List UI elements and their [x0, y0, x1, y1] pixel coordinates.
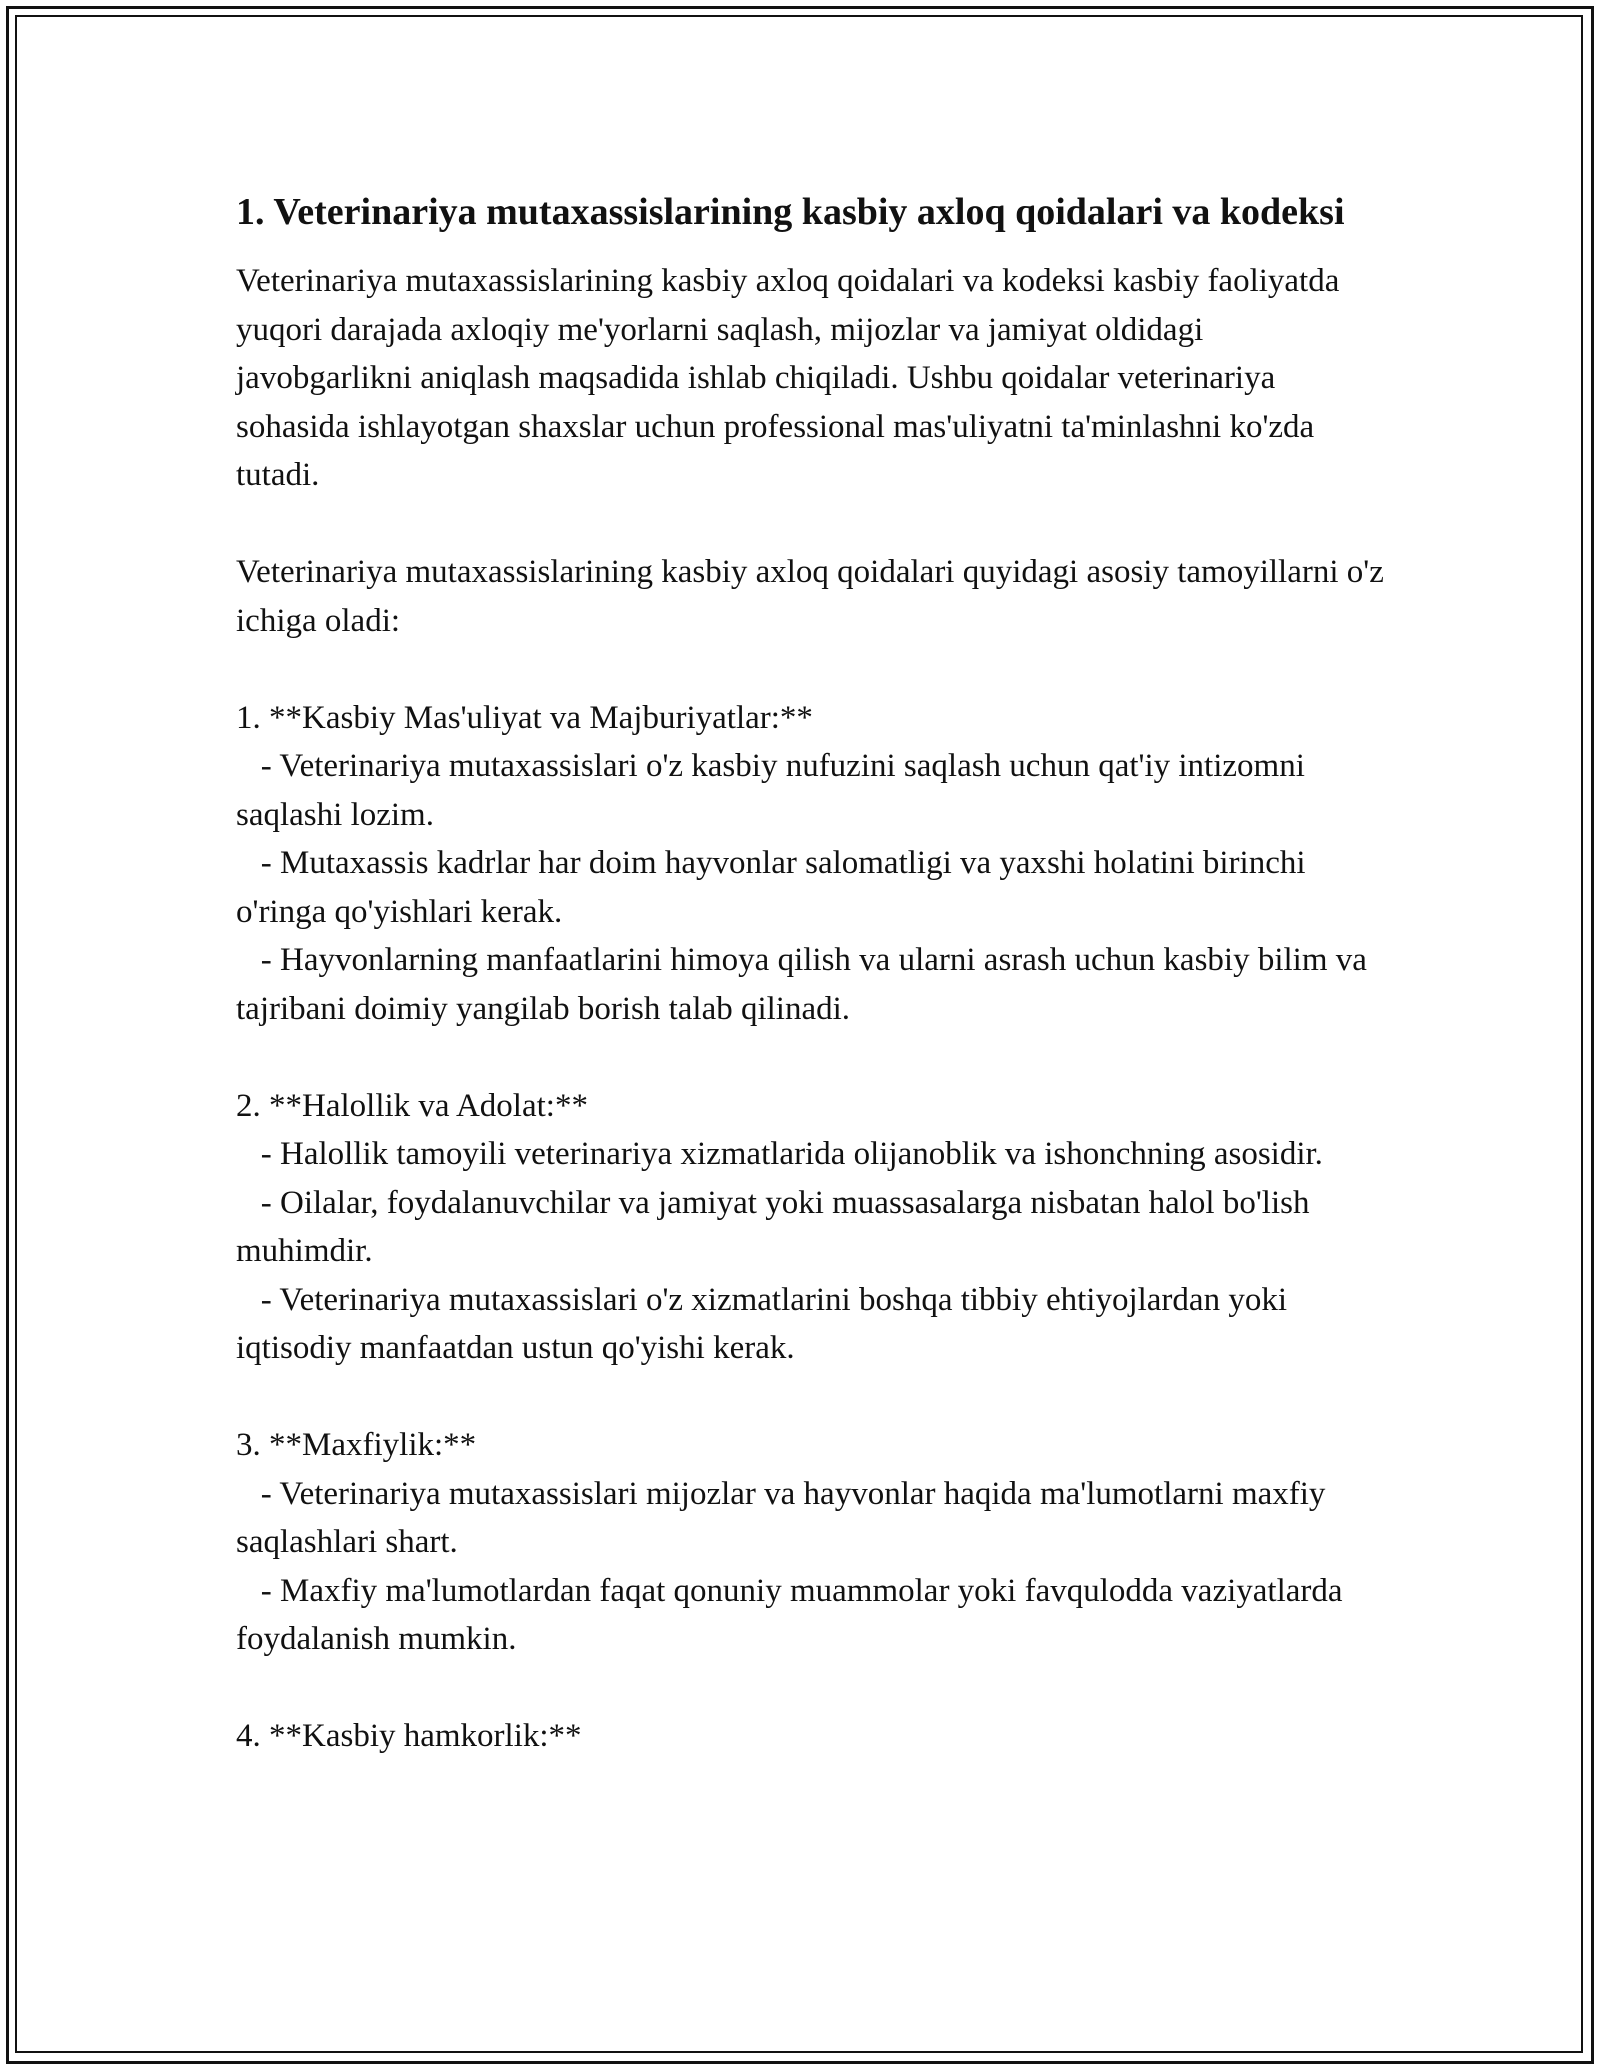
- section-heading: 3. **Maxfiylik:**: [236, 1427, 477, 1463]
- section-heading: 4. **Kasbiy hamkorlik:**: [236, 1718, 582, 1754]
- section-honesty-fairness: [236, 1082, 1386, 1373]
- list-item: - Veterinariya mutaxassislari o'z kasbiy nufuzini saqlash uchun qat'iy intizomni saqlashi lozim.: [236, 748, 1305, 833]
- document-title: 1. Veterinariya mutaxassislarining kasbiy axloq qoidalari va kodeksi: [236, 191, 1345, 233]
- list-item: - Halollik tamoyili veterinariya xizmatlarida olijanoblik va ishonchning asosidir.: [260, 1136, 1323, 1172]
- intro-paragraph: Veterinariya mutaxassislarining kasbiy axloq qoidalari quyidagi asosiy tamoyillarni o'z ichiga oladi:: [236, 554, 1384, 639]
- list-item: - Maxfiy ma'lumotlardan faqat qonuniy muammolar yoki favqulodda vaziyatlarda foydalanish mumkin.: [236, 1572, 1343, 1657]
- section-heading: 1. **Kasbiy Mas'uliyat va Majburiyatlar:**: [236, 699, 813, 736]
- section-heading: 2. **Halollik va Adolat:**: [236, 1087, 588, 1124]
- list-item: - Veterinariya mutaxassislari mijozlar va hayvonlar haqida ma'lumotlarni maxfiy saqlashlari shart.: [236, 1475, 1326, 1560]
- intro-paragraph: Veterinariya mutaxassislarining kasbiy axloq qoidalari va kodeksi kasbiy faoliyatda yuqori darajada axloqiy me'yorlarni saqlash, mijozlar va jamiyat oldidagi javobgarlikni aniqlash maqsadida ishlab chiqiladi. Ushbu qoidalar veterinariya sohasida ishlayotgan shaxslar uchun professional mas'uliyatni ta'minlashni ko'zda tutadi.: [236, 263, 1340, 493]
- list-item: - Oilalar, foydalanuvchilar va jamiyat yoki muassasalarga nisbatan halol bo'lish muhimdir.: [236, 1184, 1310, 1269]
- list-item: - Mutaxassis kadrlar har doim hayvonlar salomatligi va yaxshi holatini birinchi o'ringa qo'yishlari kerak.: [236, 845, 1306, 930]
- section-confidentiality: [236, 1421, 1386, 1664]
- list-item: - Hayvonlarning manfaatlarini himoya qilish va ularni asrash uchun kasbiy bilim va tajribani doimiy yangilab borish talab qilinadi.: [236, 942, 1367, 1027]
- section-professional-responsibility: [236, 694, 1386, 1034]
- section-professional-cooperation: [236, 1712, 1386, 1761]
- document-body: [236, 185, 1386, 1761]
- list-item: - Veterinariya mutaxassislari o'z xizmatlarini boshqa tibbiy ehtiyojlardan yoki iqtisodiy manfaatdan ustun qo'yishi kerak.: [236, 1281, 1287, 1366]
